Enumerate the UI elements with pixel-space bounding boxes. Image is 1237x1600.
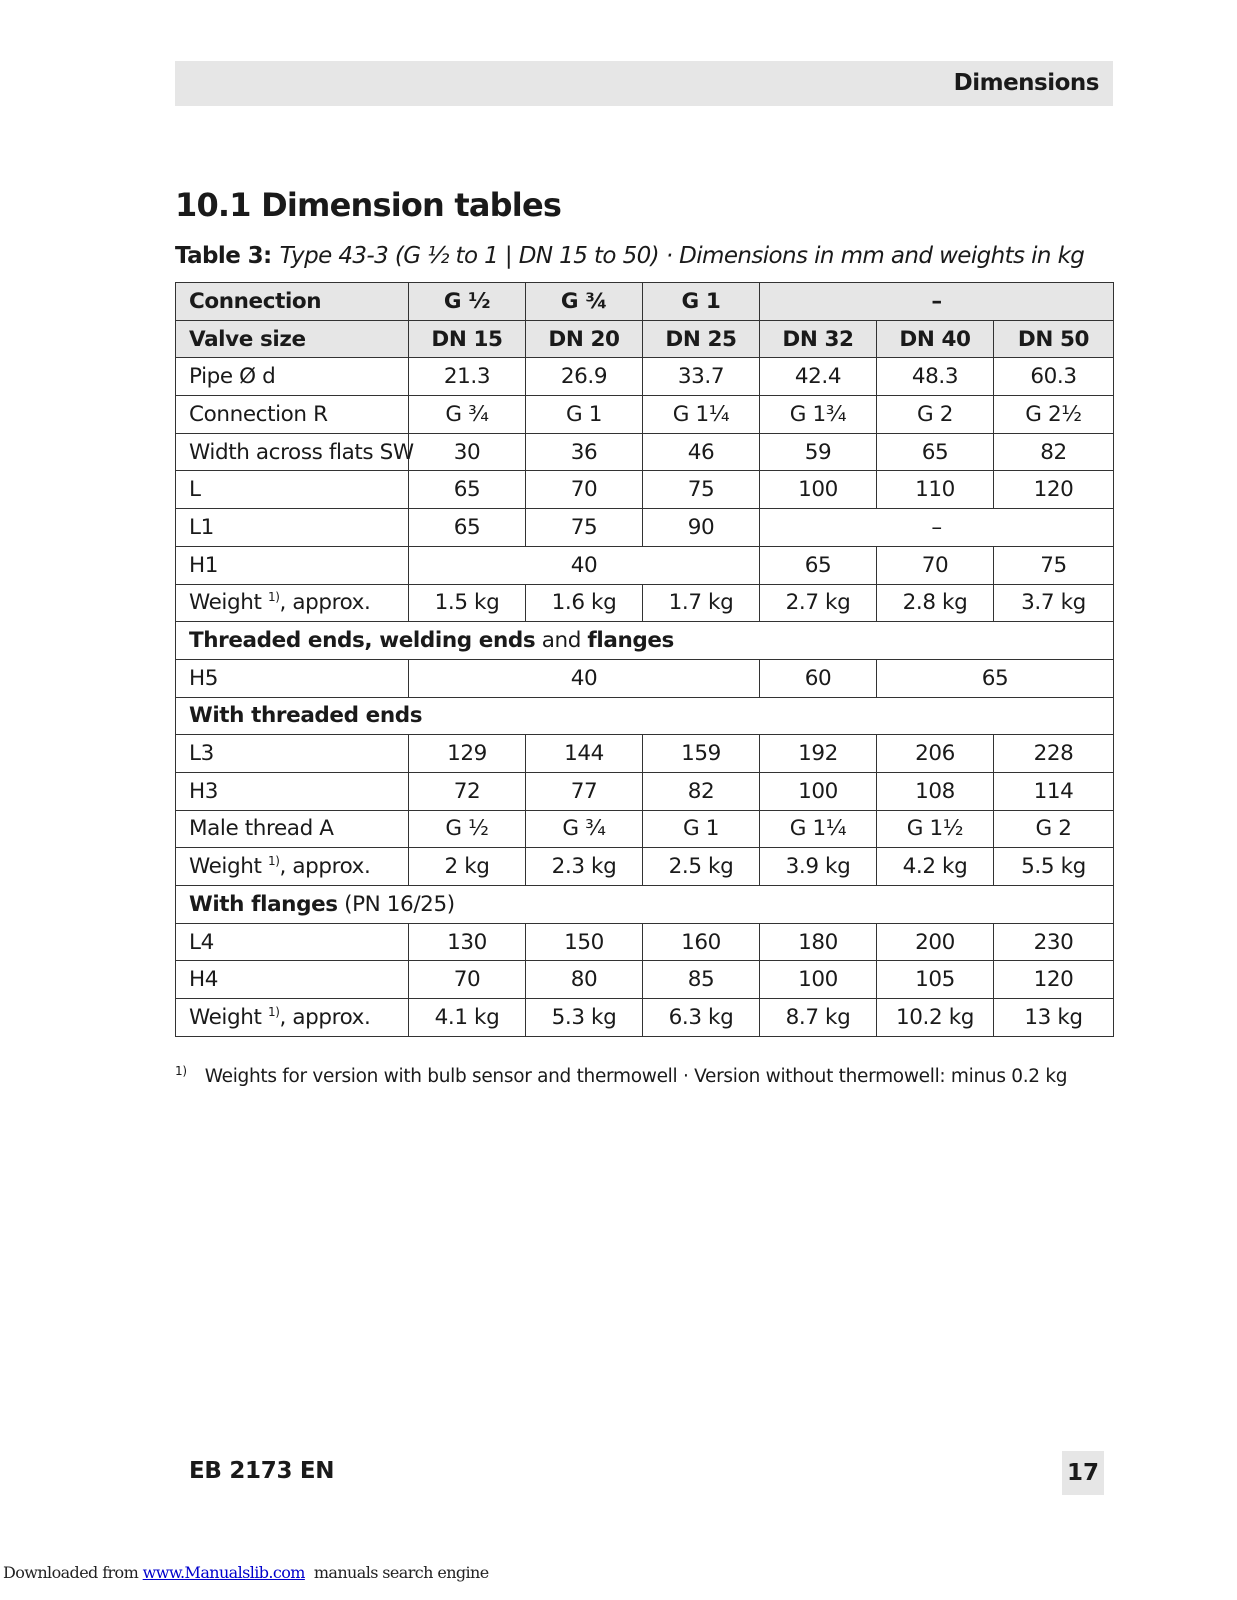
table-cell: 75: [994, 546, 1114, 584]
table-cell: 5.5 kg: [994, 848, 1114, 886]
section-row: [176, 622, 1114, 660]
section-title: 10.1 Dimension tables: [175, 186, 562, 224]
table-cell: 206: [877, 735, 994, 773]
table-cell: 70: [526, 471, 643, 509]
page-number: 17: [1062, 1451, 1104, 1495]
table-row: [176, 320, 1114, 358]
row-label: L: [176, 471, 409, 509]
row-label: Pipe Ø d: [176, 358, 409, 396]
section-bold: With threaded ends: [189, 703, 423, 729]
table-cell: 21.3: [409, 358, 526, 396]
table-row: [176, 961, 1114, 999]
table-cell: 82: [643, 772, 760, 810]
row-label: [176, 584, 409, 622]
table-cell: 10.2 kg: [877, 999, 994, 1037]
section-plain: (PN 16/25): [337, 891, 455, 917]
table-cell: 42.4: [760, 358, 877, 396]
table-row: [176, 471, 1114, 509]
section-heading: [176, 886, 1114, 924]
table-cell: 65: [877, 433, 994, 471]
caption-label: Table 3:: [175, 243, 272, 269]
weight-label: Weight: [189, 854, 262, 880]
footnote-mark: 1): [175, 1064, 187, 1078]
table-cell: 3.9 kg: [760, 848, 877, 886]
table-cell: G 2: [994, 810, 1114, 848]
table-cell: DN 50: [994, 320, 1114, 358]
table-cell: 160: [643, 923, 760, 961]
table-cell: 2.8 kg: [877, 584, 994, 622]
download-line: [3, 1563, 489, 1582]
table-cell: 2 kg: [409, 848, 526, 886]
table-cell: 2.5 kg: [643, 848, 760, 886]
table-cell: DN 32: [760, 320, 877, 358]
table-cell: 75: [526, 509, 643, 547]
table-row: [176, 509, 1114, 547]
table-cell: G 1: [643, 283, 760, 321]
footnote-ref: 1): [267, 590, 280, 605]
weight-label: Weight: [189, 1004, 262, 1030]
header-bar: [175, 61, 1113, 106]
table-cell: 144: [526, 735, 643, 773]
row-label: H5: [176, 659, 409, 697]
footnote-ref: 1): [267, 1004, 280, 1019]
weight-label: Weight: [189, 590, 262, 616]
table-cell: 13 kg: [994, 999, 1114, 1037]
table-cell: DN 40: [877, 320, 994, 358]
section-bold-1: Threaded ends, welding ends: [189, 628, 536, 654]
table-cell: 70: [409, 961, 526, 999]
approx-label: , approx.: [279, 1004, 371, 1030]
caption-text: Type 43-3 (G ½ to 1 | DN 15 to 50) · Dimensions in mm and weights in kg: [279, 243, 1085, 269]
table-cell: 6.3 kg: [643, 999, 760, 1037]
table-cell: 180: [760, 923, 877, 961]
table-cell: 4.2 kg: [877, 848, 994, 886]
row-label: L3: [176, 735, 409, 773]
row-label: H4: [176, 961, 409, 999]
table-cell: 36: [526, 433, 643, 471]
table-cell: 1.5 kg: [409, 584, 526, 622]
table-cell: 130: [409, 923, 526, 961]
row-label: Valve size: [176, 320, 409, 358]
table-cell: 4.1 kg: [409, 999, 526, 1037]
table-cell: G ¾: [526, 283, 643, 321]
table-cell: G 1: [643, 810, 760, 848]
table-row: [176, 923, 1114, 961]
table-row: [176, 772, 1114, 810]
table-cell: 120: [994, 961, 1114, 999]
table-cell: 120: [994, 471, 1114, 509]
table-cell: 159: [643, 735, 760, 773]
row-label: Width across flats SW: [176, 433, 409, 471]
table-row: [176, 358, 1114, 396]
table-row: [176, 848, 1114, 886]
table-row: [176, 396, 1114, 434]
table-cell: 85: [643, 961, 760, 999]
table-cell: 105: [877, 961, 994, 999]
section-bold-2: flanges: [587, 628, 674, 654]
table-cell: 100: [760, 961, 877, 999]
table-cell: 60: [760, 659, 877, 697]
table-cell: 100: [760, 471, 877, 509]
table-row: [176, 735, 1114, 773]
table-cell: DN 20: [526, 320, 643, 358]
table-row: [176, 546, 1114, 584]
approx-label: , approx.: [279, 854, 371, 880]
table-cell: 2.7 kg: [760, 584, 877, 622]
table-cell: 46: [643, 433, 760, 471]
table-cell: –: [760, 509, 1114, 547]
section-row: [176, 886, 1114, 924]
table-cell: G 1¼: [760, 810, 877, 848]
table-cell: DN 25: [643, 320, 760, 358]
section-heading: [176, 622, 1114, 660]
table-cell: G ¾: [409, 396, 526, 434]
table-cell: 110: [877, 471, 994, 509]
section-heading: [176, 697, 1114, 735]
table-cell: 72: [409, 772, 526, 810]
row-label: Connection R: [176, 396, 409, 434]
table-cell: 150: [526, 923, 643, 961]
row-label: H1: [176, 546, 409, 584]
table-cell: 8.7 kg: [760, 999, 877, 1037]
table-row: [176, 999, 1114, 1037]
approx-label: , approx.: [279, 590, 371, 616]
table-cell: G 1: [526, 396, 643, 434]
document-number: EB 2173 EN: [189, 1458, 335, 1484]
table-cell: 40: [409, 546, 760, 584]
table-cell: G ¾: [526, 810, 643, 848]
table-cell: 40: [409, 659, 760, 697]
table-cell: 200: [877, 923, 994, 961]
row-label: [176, 848, 409, 886]
table-cell: G 2½: [994, 396, 1114, 434]
row-label: [176, 999, 409, 1037]
table-cell: 90: [643, 509, 760, 547]
row-label: H3: [176, 772, 409, 810]
row-label: L1: [176, 509, 409, 547]
row-label: Connection: [176, 283, 409, 321]
table-cell: 2.3 kg: [526, 848, 643, 886]
table-cell: 228: [994, 735, 1114, 773]
table-row: [176, 283, 1114, 321]
table-cell: 65: [760, 546, 877, 584]
table-cell: 60.3: [994, 358, 1114, 396]
section-bold: With flanges: [189, 891, 338, 917]
table-cell: –: [760, 283, 1114, 321]
row-label: Male thread A: [176, 810, 409, 848]
table-cell: G ½: [409, 283, 526, 321]
table-cell: 65: [409, 471, 526, 509]
table-cell: G 1½: [877, 810, 994, 848]
table-cell: 30: [409, 433, 526, 471]
table-cell: G 2: [877, 396, 994, 434]
section-row: [176, 697, 1114, 735]
table-cell: 82: [994, 433, 1114, 471]
table-cell: 108: [877, 772, 994, 810]
manualslib-link[interactable]: www.Manualslib.com: [142, 1563, 305, 1582]
table-cell: 65: [409, 509, 526, 547]
table-row: [176, 659, 1114, 697]
header-title: Dimensions: [953, 70, 1099, 96]
table-cell: 65: [877, 659, 1114, 697]
table-cell: 33.7: [643, 358, 760, 396]
footnote: [175, 1064, 1067, 1087]
table-row: [176, 584, 1114, 622]
table-cell: 114: [994, 772, 1114, 810]
table-cell: 192: [760, 735, 877, 773]
table-row: [176, 433, 1114, 471]
row-label: L4: [176, 923, 409, 961]
table-cell: 75: [643, 471, 760, 509]
table-cell: G 1¼: [643, 396, 760, 434]
table-caption: [175, 243, 1084, 269]
dimension-table: [175, 282, 1114, 1037]
footnote-ref: 1): [267, 854, 280, 869]
table-cell: 129: [409, 735, 526, 773]
download-suffix: manuals search engine: [304, 1563, 489, 1582]
table-cell: 48.3: [877, 358, 994, 396]
table-cell: 3.7 kg: [994, 584, 1114, 622]
table-cell: 1.6 kg: [526, 584, 643, 622]
footnote-text: Weights for version with bulb sensor and thermowell · Version without thermowell: minus 0.2 kg: [204, 1066, 1068, 1087]
table-cell: 70: [877, 546, 994, 584]
table-cell: 77: [526, 772, 643, 810]
table-cell: 1.7 kg: [643, 584, 760, 622]
table-cell: 5.3 kg: [526, 999, 643, 1037]
table-cell: 230: [994, 923, 1114, 961]
table-cell: 100: [760, 772, 877, 810]
table-cell: G ½: [409, 810, 526, 848]
table-row: [176, 810, 1114, 848]
table-cell: G 1¾: [760, 396, 877, 434]
table-cell: DN 15: [409, 320, 526, 358]
section-plain: and: [535, 628, 588, 654]
table-cell: 59: [760, 433, 877, 471]
table-cell: 80: [526, 961, 643, 999]
download-prefix: Downloaded from: [3, 1563, 143, 1582]
table-cell: 26.9: [526, 358, 643, 396]
